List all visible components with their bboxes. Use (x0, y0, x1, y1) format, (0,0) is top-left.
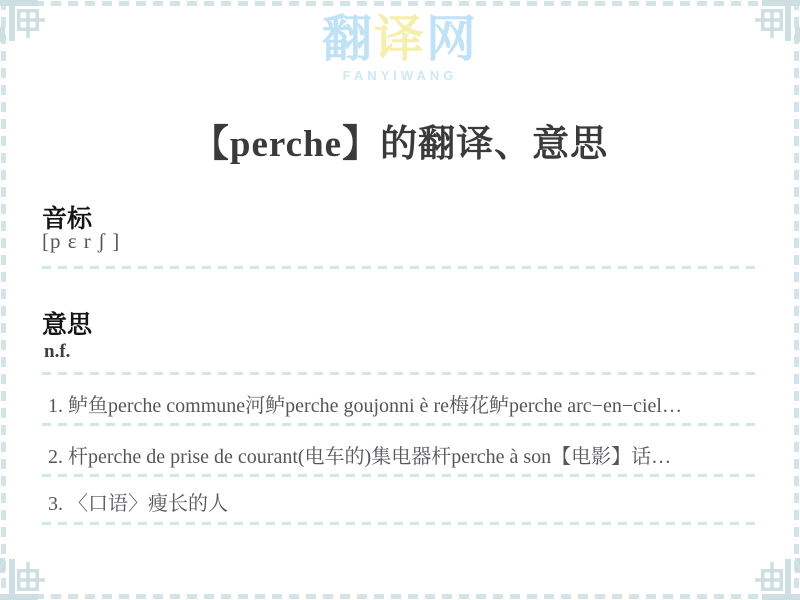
site-logo-characters (0, 12, 800, 67)
dashed-divider (42, 522, 758, 525)
page-border-left (1, 0, 6, 600)
logo-char-fan: 翻 (322, 11, 374, 67)
logo-char-yi: 译 (374, 11, 426, 67)
page-border-top (0, 1, 800, 6)
meaning-item-3: 3. 〈口语〉瘦长的人 (48, 493, 228, 515)
phonetic-section-heading: 音标 (42, 205, 93, 233)
page-border-bottom (0, 594, 800, 599)
logo-char-wang: 网 (426, 11, 478, 67)
page-title: 【perche】的翻译、意思 (191, 123, 609, 165)
corner-ornament-bottom-left (0, 554, 46, 600)
dashed-divider (42, 474, 758, 477)
page-border-right (794, 0, 799, 600)
meaning-section-heading: 意思 (42, 311, 93, 339)
part-of-speech-label: n.f. (44, 341, 71, 362)
dashed-divider (42, 372, 758, 375)
meaning-item-2: 2. 杆perche de prise de courant(电车的)集电器杆perche à son【电影】话… (48, 446, 672, 468)
dashed-divider (42, 266, 758, 269)
dashed-divider (42, 423, 758, 426)
meaning-item-1: 1. 鲈鱼perche commune河鲈perche goujonni è re梅花鲈perche arc−en−ciel… (48, 395, 682, 417)
corner-ornament-bottom-right (754, 554, 800, 600)
phonetic-value: [p ɛ r ʃ ] (42, 229, 121, 253)
site-logo-subtext: FANYIWANG (342, 68, 458, 83)
site-logo (0, 12, 800, 83)
